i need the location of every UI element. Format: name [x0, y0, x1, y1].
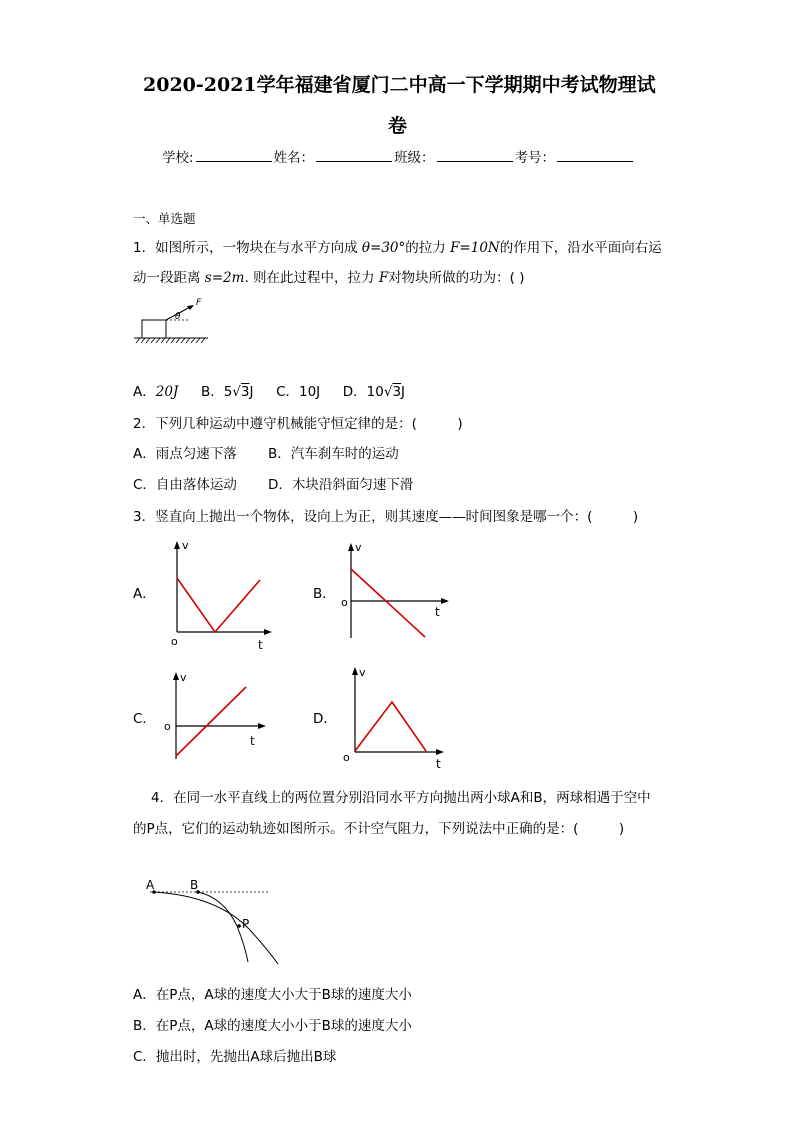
q2-option-c[interactable]: C．自由落体运动: [133, 477, 237, 493]
name-blank[interactable]: [316, 147, 392, 162]
q1-theta: θ=30°: [361, 240, 406, 256]
q1-option-c[interactable]: C．10J: [276, 384, 321, 400]
q3-graph-b: [337, 538, 457, 644]
q4-option-a[interactable]: A．在P点，A球的速度大小大于B球的速度大小: [133, 987, 412, 1003]
q3-option-c-label[interactable]: C．: [133, 711, 156, 727]
q1-option-a[interactable]: A．20J: [133, 384, 179, 400]
q3-graph-d: [342, 662, 454, 770]
q1-line-2: 动一段距离 s=2m. 则在此过程中，拉力 F对物块所做的功为：( ): [133, 270, 525, 286]
q2-option-d[interactable]: D．木块沿斜面匀速下滑: [268, 477, 414, 493]
origin-label: o: [171, 635, 178, 648]
q3-stem: 3．竖直向上抛出一个物体，设向上为正，则其速度——时间图象是哪一个：( ): [133, 509, 639, 525]
q3-option-b-label[interactable]: B．: [313, 586, 336, 602]
q4-line-2: 的P点，它们的运动轨迹如图所示。不计空气阻力，下列说法中正确的是：( ): [133, 821, 625, 837]
name-label: 姓名：: [273, 150, 315, 166]
trajectory-b: [198, 892, 248, 962]
q2-stem: 2．下列几种运动中遵守机械能守恒定律的是：( ): [133, 416, 463, 432]
q1-line-1: 1．如图所示，一物块在与水平方向成 θ=30°的拉力 F=10N的作用下，沿水平面向右运: [133, 240, 662, 256]
q1-force: F=10N: [450, 240, 500, 256]
velocity-line: [351, 569, 425, 637]
angle-label: θ: [175, 312, 181, 322]
t-axis-arrow: [436, 749, 444, 755]
velocity-line: [177, 578, 260, 632]
ground-hatch: [136, 338, 205, 343]
origin-label: o: [343, 751, 350, 764]
q1-block-figure: [130, 296, 212, 346]
info-line: [162, 146, 635, 166]
title-line-2: 卷: [388, 115, 408, 137]
origin-label: o: [164, 720, 171, 733]
v-label: v: [182, 539, 189, 552]
velocity-line: [355, 702, 426, 751]
q3-option-d-label[interactable]: D．: [313, 711, 337, 727]
v-label: v: [180, 671, 187, 684]
v-axis-arrow: [174, 541, 180, 549]
number-label: 考号：: [514, 150, 556, 166]
point-p: [237, 924, 241, 928]
number-blank[interactable]: [557, 147, 633, 162]
t-label: t: [435, 605, 440, 619]
force-label: F: [196, 298, 202, 308]
q2-option-b[interactable]: B．汽车刹车时的运动: [268, 446, 399, 462]
t-axis-arrow: [258, 723, 266, 729]
q1-options: [133, 380, 405, 400]
velocity-line: [176, 687, 246, 756]
t-label: t: [436, 757, 441, 770]
school-blank[interactable]: [196, 147, 272, 162]
q2-option-a[interactable]: A．雨点匀速下落: [133, 446, 237, 462]
section-heading: 一、单选题: [133, 211, 196, 226]
v-axis-arrow: [348, 543, 354, 551]
q3-option-a-label[interactable]: A．: [133, 586, 156, 602]
block: [142, 320, 166, 338]
v-label: v: [359, 666, 366, 679]
origin-label: o: [341, 596, 348, 609]
t-axis-arrow: [441, 598, 449, 604]
q4-option-c[interactable]: C．抛出时，先抛出A球后抛出B球: [133, 1049, 337, 1065]
q1-f-symbol: F: [378, 270, 389, 286]
q3-graph-a: [168, 536, 278, 654]
class-blank[interactable]: [437, 147, 513, 162]
label-p: P: [242, 917, 250, 931]
v-axis-arrow: [352, 667, 358, 675]
v-label: v: [355, 541, 362, 554]
q1-option-d[interactable]: D．10√3J: [342, 384, 406, 400]
q4-trajectory-figure: [140, 872, 290, 968]
title-line-1: 2020-2021学年福建省厦门二中高一下学期期中考试物理试: [143, 74, 656, 96]
q4-line-1: 4．在同一水平直线上的两位置分别沿同水平方向抛出两小球A和B，两球相遇于空中: [151, 790, 651, 806]
q1-distance: s=2m: [204, 270, 245, 286]
label-b: B: [190, 878, 199, 892]
force-arrowhead: [187, 305, 194, 310]
class-label: 班级：: [394, 150, 435, 166]
t-axis-arrow: [264, 629, 272, 635]
school-label: 学校:: [162, 150, 194, 166]
q1-option-b[interactable]: B．5√3J: [200, 384, 254, 400]
q4-option-b[interactable]: B．在P点，A球的速度大小小于B球的速度大小: [133, 1018, 412, 1034]
t-label: t: [250, 734, 255, 748]
label-a: A: [146, 878, 155, 892]
q3-graph-c: [160, 667, 272, 767]
v-axis-arrow: [173, 672, 179, 680]
t-label: t: [258, 638, 263, 652]
trajectory-a: [154, 892, 278, 964]
